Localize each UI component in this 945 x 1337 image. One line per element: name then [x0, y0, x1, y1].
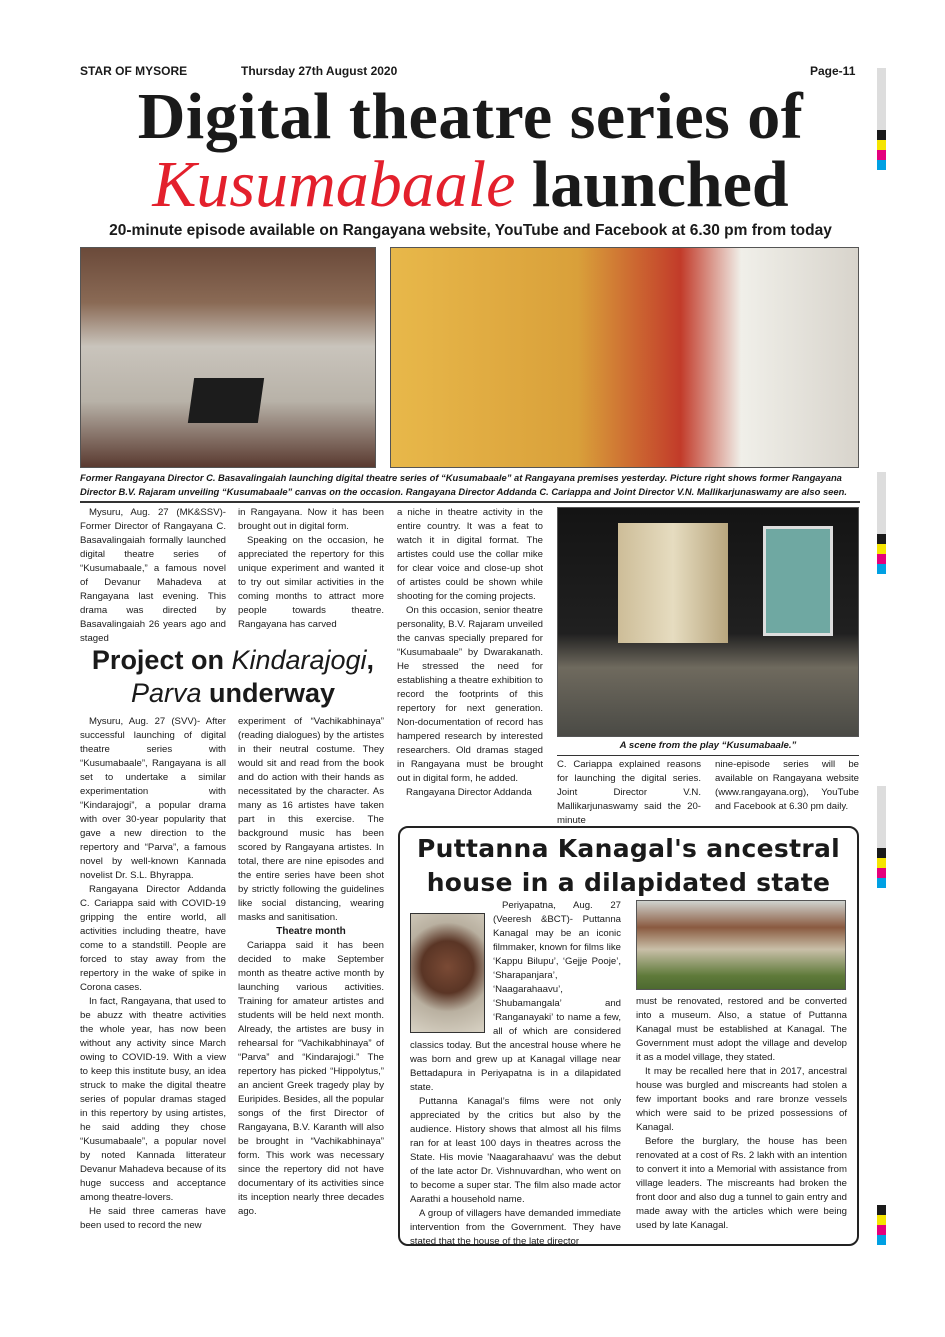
paragraph: It may be recalled here that in 2017, ancestral house was burgled and miscreants had stolen a few important books and rare bronze vessels which were said to be prized possessions of Kanagal. [636, 1066, 847, 1133]
top-photo-caption: Former Rangayana Director C. Basavalingaiah launching digital theatre series of “Kusumabaale” at Rangayana premises yesterday. Picture right shows former Rangayana Director B.V. Rajaram unveiling “Kusumabaale” canvas on the occasion. Rangayana Director Addanda C. Cariappa and Joint Director V.N. Mallikarjunaswamy are also seen. [80, 471, 860, 503]
registration-marks [877, 472, 886, 574]
paragraph: On this occasion, senior theatre personality, B.V. Rajaram unveiled the canvas specially prepared for “Kusumabaale” by Dwarakanath. He stressed the need for establishing a theatre exhibition to record the footprints of this repertory for next generation. Non-documentation of record has hampered research by interested researchers. Old dramas staged in Rangayana must be brought out in digital form, he added. [397, 605, 543, 784]
paragraph: In fact, Rangayana, that used to be abuzz with theatre activities the whole year, has now been without any activity since March owing to COVID-19. With a view to keep this institute busy, an idea struck to make the digital theatre series of popular dramas staged in this repertory by using artistes, he said adding they chose “Kusumabaale”, a popular novel by noted Kannada litterateur Devanur Mahadeva because of its huge success and acceptance among theatre-lovers. [80, 996, 226, 1203]
paragraph: nine-episode series will be available on Rangayana website (www.rangayana.org), YouTube and Facebook at 6.30 pm daily. [715, 759, 859, 812]
registration-marks [877, 1205, 886, 1245]
paragraph: Rangayana Director Addanda [406, 787, 532, 798]
section-subhead: Theatre month [276, 926, 346, 937]
page-number: Page-11 [810, 64, 856, 78]
photo-play-scene [557, 507, 859, 737]
paragraph: Before the burglary, the house has been renovated at a cost of Rs. 2 lakh with an intention to convert it into a Memorial with assistance from village leaders. The miscreants had broken the front door and also dug a tunnel to gain entry and made away with the articles which were being used by late Kanagal. [636, 1136, 847, 1231]
paragraph: C. Cariappa explained reasons for launching the digital series. Joint Director V.N. Mallikarjunaswamy said the 20-minute [557, 759, 701, 826]
article1-col5 [715, 758, 859, 814]
article3-col1 [410, 899, 621, 1249]
headline-line1: Digital theatre series of [137, 80, 804, 153]
play-photo-caption: A scene from the play “Kusumabaale.” [557, 739, 859, 756]
headline-italic: Kusumabaale [152, 148, 516, 221]
hl-line: Puttanna Kanagal's ancestral [417, 834, 840, 863]
article1-col2 [238, 506, 384, 632]
paragraph: Mysuru, Aug. 27 (MK&SSV)- Former Director of Rangayana C. Basavalingaiah formally launched digital theatre series of “Kusumabaale,” a famous novel of Devanur Mahadeva at Rangayana last evening. This drama was directed by Basavalingaiah 26 years ago and staged [80, 507, 226, 644]
article2-col1 [80, 715, 226, 1233]
paragraph: Puttanna Kanagal’s films were not only appreciated by the critics but also by the audience. History shows that almost all his films ran for at least 100 days in theatres across the State. His movie 'Naagarahaavu' was the debut of the late actor Dr. Vishnuvardhan, who went on to become a super star. The film also made actor Aarathi a household name. [410, 1096, 621, 1205]
hl-line: house in a dilapidated state [426, 868, 831, 897]
hl-part: underway [201, 678, 336, 708]
hl-part: Parva [130, 678, 202, 708]
paragraph: a niche in theatre activity in the entire country. It was a feat to watch it in digital format. The artistes could use the collar mike for clear voice and close-up shot of artistes could be shown while shooting for the coming projects. [397, 507, 543, 602]
article1-col4 [557, 758, 701, 828]
hl-part: Project on [91, 645, 232, 675]
paragraph: Periyapatna, Aug. 27 (Veeresh &BCT)- Puttanna Kanagal may be an iconic filmmaker, known for films like ‘Kappu Bilupu’, ‘Gejje Pooje’, ‘Sharapanjara’, ‘Naagarahaavu’, ‘Shubamangala’ and ‘Ranganayaki’ to name a few, all of which are considered classics today. But the ancestral house where he was born and grew up at Kanagal village near Bettadapura in Periyapatna is in a dilapidated state. [410, 900, 621, 1093]
registration-marks [877, 68, 886, 170]
issue-date: Thursday 27th August 2020 [241, 64, 398, 78]
laptop [188, 378, 264, 423]
photo-ancestral-house [636, 900, 846, 990]
article1-col3 [397, 506, 543, 800]
article1-col1 [80, 506, 226, 646]
photo-canvas-unveiling [390, 247, 859, 468]
article2-headline [78, 644, 388, 710]
headline-rest: launched [515, 148, 789, 221]
newspaper-name: STAR OF MYSORE [80, 64, 188, 78]
paragraph: Mysuru, Aug. 27 (SVV)- After successful launching of digital theatre series with “Kusumabaale”, Rangayana is all set to undertake a similar experimentation with “Kindarajogi”, a popular drama with over 30-year popularity that gave a new direction to the repertory and “Parva”, a famous novel by well-known Kannada novelist Dr. S.L. Bhyrappa. [80, 716, 226, 881]
headline-line2 [78, 148, 863, 221]
paragraph: Cariappa said it has been decided to make September month as theatre active month by launching various activities. Training for amateur artistes and students will be held next month. Already, the artistes are busy in rehearsal for “Vachikabhinaya” of “Parva” and “Kindarajogi.” The repertory has picked “Hippolytus,” an ancient Greek tragedy play by Euripides. Besides, all the popular songs of the first Director of Rangayana, B.V. Karanth will also be brought in “Vachikabhinaya” form. This work was necessary since the repertory did not have documentary of its activities since its inception nearly three decades ago. [238, 940, 384, 1217]
article3-headline [400, 832, 857, 900]
stage-set [618, 523, 728, 643]
paragraph: Rangayana Director Addanda C. Cariappa said with COVID-19 gripping the entire world, all activities including theatre, have come to a standstill. People are forced to stay away from the repertory in the wake of spike in Corona cases. [80, 884, 226, 993]
article2-col2 [238, 715, 384, 1219]
portrait-puttanna-kanagal [410, 913, 485, 1033]
paragraph: must be renovated, restored and be converted into a museum. Also, a statue of Puttanna Kanagal must be established at Kanagal. The Government must adopt the village and develop it as a model village, they stated. [636, 996, 847, 1063]
subheadline: 20-minute episode available on Rangayana website, YouTube and Facebook at 6.30 pm from today [109, 222, 832, 239]
hl-part: Kindarajogi [231, 645, 367, 675]
photo-launch-event [80, 247, 376, 468]
article3-col2 [636, 995, 847, 1233]
paragraph: He said three cameras have been used to record the new [80, 1206, 226, 1231]
paragraph: Speaking on the occasion, he appreciated the repertory for this unique experiment and wanted it to try out similar activities in the coming months to attract more people towards theatre. Rangayana has carved [238, 535, 384, 630]
paragraph: A group of villagers have demanded immediate intervention from the Government. They have stated that the house of the late director [410, 1208, 621, 1247]
registration-marks [877, 786, 886, 888]
paragraph: experiment of “Vachikabhinaya” (reading dialogues) by the artistes in their neutral costume. They would sit and read from the book and do action with their hands as necessitated by the character. As many as 16 artistes have taken part in this exercise. The background music has been scored by Rangayana artistes. In total, there are nine episodes and the entire series have been shot by strictly following the guidelines like social distancing, wearing masks and sanitisation. [238, 716, 384, 923]
paragraph: in Rangayana. Now it has been brought out in digital form. [238, 507, 384, 532]
stage-door [763, 526, 833, 636]
hl-part: , [366, 645, 375, 675]
